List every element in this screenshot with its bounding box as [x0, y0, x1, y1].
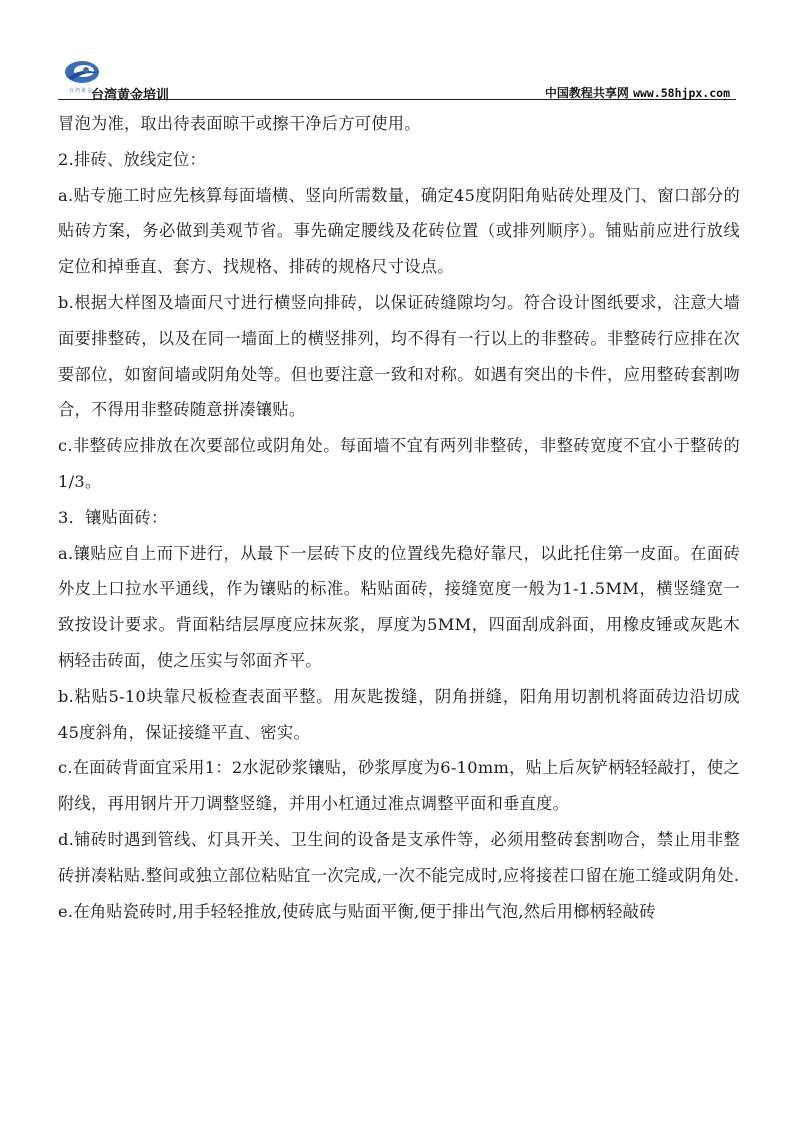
paragraph: 冒泡为准，取出待表面晾干或擦干净后方可使用。 [58, 114, 421, 133]
section-heading: 3．镶贴面砖： [58, 507, 168, 527]
site-url: www.58hjpx.com [633, 86, 730, 100]
paragraph: e.在角贴瓷砖时,用手轻轻推放,使砖底与贴面平衡,便于排出气泡,然后用榔柄轻敲砖 [58, 901, 656, 921]
paragraph: b.根据大样图及墙面尺寸进行横竖向排砖，以保证砖缝隙均匀。符合设计图纸要求，注意大墙面要排整砖，以及在同一墙面上的横竖排列，均不得有一行以上的非整砖。非整砖行应排在次要部位，如窗间墙或阴角处等。但也要注意一致和对称。如遇有突出的卡件，应用整砖套割吻合，不得用非整砖随意拼凑镶贴。 [58, 292, 740, 420]
logo-caption: 台湾黄金 [69, 88, 94, 94]
document-body [58, 106, 740, 929]
paragraph: a.镶贴应自上而下进行，从最下一层砖下皮的位置线先稳好靠尺，以此托住第一皮面。在面砖外皮上口拉水平通线，作为镶贴的标准。粘贴面砖，接缝宽度一般为1-1.5MM，横竖缝宽一致按设计要求。背面粘结层厚度应抹灰浆，厚度为5MM，四面刮成斜面，用橡皮锤或灰匙木柄轻击砖面，使之压实与邻面齐平。 [58, 543, 740, 670]
header-divider [58, 99, 736, 100]
page-header [58, 58, 736, 103]
paragraph: c.在面砖背面宜采用1：2水泥砂浆镶贴，砂浆厚度为6-10mm，贴上后灰铲柄轻轻敲打，使之附线，再用钢片开刀调整竖缝，并用小杠通过准点调整平面和垂直度。 [58, 758, 740, 814]
section-heading: 2.排砖、放线定位： [58, 149, 206, 169]
paragraph: a.贴专施工时应先核算每面墙横、竖向所需数量，确定45度阴阳角贴砖处理及门、窗口部分的贴砖方案，务必做到美观节省。事先确定腰线及花砖位置（或排列顺序）。铺贴前应进行放线定位和掉垂直、套方、找规格、排砖的规格尺寸设点。 [58, 185, 740, 277]
paragraph: c.非整砖应排放在次要部位或阴角处。每面墙不宜有两列非整砖，非整砖宽度不宜小于整砖的1/3。 [58, 436, 740, 491]
paragraph: b.粘贴5-10块靠尺板检查表面平整。用灰匙拨缝，阴角拼缝，阳角用切割机将面砖边沿切成45度斜角，保证接缝平直、密实。 [58, 686, 740, 742]
site-name: 中国教程共享网 [544, 86, 629, 100]
brand-name: 台湾黄金培训 [91, 88, 170, 103]
paragraph: d.铺砖时遇到管线、灯具开关、卫生间的设备是支承件等，必须用整砖套割吻合，禁止用非整砖拼凑粘贴.整间或独立部位粘贴宜一次完成,一次不能完成时,应将接茬口留在施工缝或阴角处. [58, 829, 740, 885]
